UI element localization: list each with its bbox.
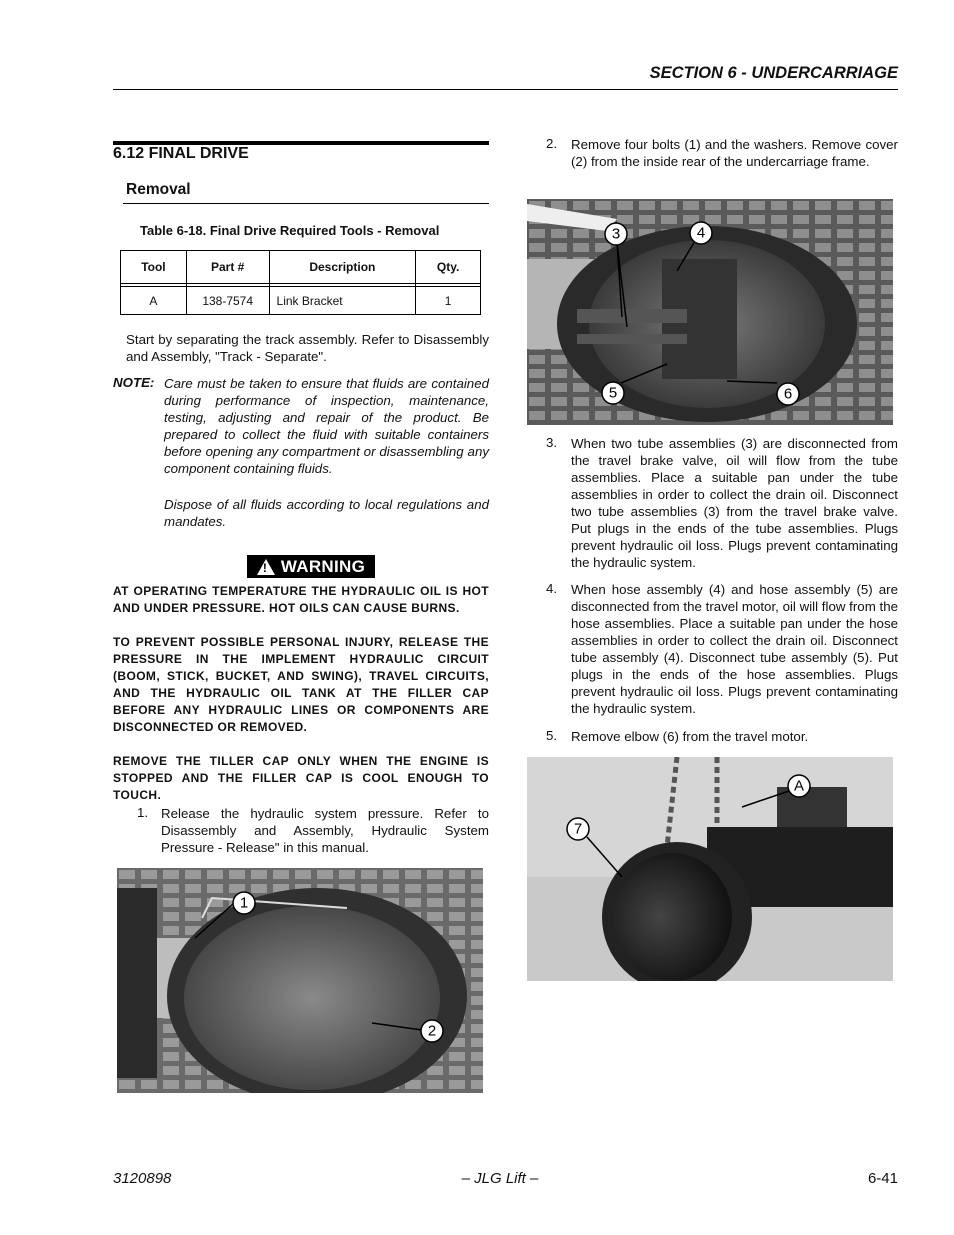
callout-label: 4 (696, 224, 706, 242)
warning-paragraph-1: AT OPERATING TEMPERATURE THE HYDRAULIC OIL IS HOT AND UNDER PRESSURE. HOT OILS CAN CAUSE BURNS. (113, 584, 489, 615)
step-number: 4. (546, 581, 558, 596)
callout-label: 6 (783, 385, 793, 403)
intro-paragraph: Start by separating the track assembly. Refer to Disassembly and Assembly, "Track - Separate". (126, 332, 489, 364)
warning-triangle-icon: ! (257, 559, 275, 575)
callout-label: 7 (573, 820, 583, 838)
warning-label: WARNING (280, 556, 366, 576)
cell-description: Link Bracket (269, 287, 416, 315)
step-text: When two tube assemblies (3) are disconnected from the travel brake valve, oil will flow from the tube assemblies. Place a suitable pan under the tube assemblies in order to collect the drain oil. Disconnect two tube assemblies (3) from the travel brake valve. Put plugs in the ends of the tube assemblies. Plugs prevent hydraulic oil loss. Plugs prevent contaminating the hydraulic system. (571, 436, 898, 570)
column-header-tool: Tool (121, 251, 187, 284)
column-header-part: Part # (186, 251, 269, 284)
callout-label: 1 (239, 894, 249, 912)
callout-label: 2 (427, 1022, 437, 1040)
callout-label: 5 (608, 384, 618, 402)
subheading-removal: Removal (126, 181, 191, 198)
cell-part: 138-7574 (186, 287, 269, 315)
photo-cover-removal (117, 868, 483, 1093)
header-rule (113, 89, 898, 90)
step-text: Release the hydraulic system pressure. Refer to Disassembly and Assembly, Hydraulic System Pressure - Release" in this manual. (161, 806, 489, 855)
footer-publisher: – JLG Lift – (461, 1170, 539, 1187)
callout-label: 3 (611, 225, 621, 243)
warning-paragraph-3: REMOVE THE TILLER CAP ONLY WHEN THE ENGINE IS STOPPED AND THE FILLER CAP IS COOL ENOUGH TO TOUCH. (113, 754, 489, 802)
section-heading: 6.12 FINAL DRIVE (113, 145, 249, 162)
step-text: When hose assembly (4) and hose assembly (5) are disconnected from the travel motor, oil will flow from the hose assemblies. Place a suitable pan under the hose assemblies in order to collect the drain oil. Disconnect tube assembly (4). Disconnect tube assembly (5). Put plugs in the ends of the hose assemblies. Plugs prevent hydraulic oil loss. Plugs prevent contaminating the hydraulic system. (571, 582, 898, 716)
cell-tool: A (121, 287, 187, 315)
column-header-qty: Qty. (416, 251, 481, 284)
photo-travel-motor-lines (527, 199, 893, 425)
footer-doc-number: 3120898 (113, 1170, 172, 1187)
step-text: Remove four bolts (1) and the washers. Remove cover (2) from the inside rear of the undercarriage frame. (571, 137, 898, 169)
required-tools-table (120, 250, 481, 315)
table-row (121, 287, 481, 315)
table-header-row (121, 251, 481, 284)
photo-final-drive-lifted (527, 757, 893, 981)
note-paragraph-1: Care must be taken to ensure that fluids are contained during performance of inspection, maintenance, testing, adjusting and repair of the product. Be prepared to collect the fluid with suitable containers before opening any compartment or disassembling any component containing fluids. (164, 376, 489, 476)
note-label: NOTE: (113, 375, 155, 390)
step-text: Remove elbow (6) from the travel motor. (571, 729, 809, 744)
warning-paragraph-2: TO PREVENT POSSIBLE PERSONAL INJURY, RELEASE THE PRESSURE IN THE IMPLEMENT HYDRAULIC CIRCUIT (BOOM, STICK, BUCKET, AND SWING), TRAVEL CIRCUITS, AND THE HYDRAULIC OIL TANK AT THE FILLER CAP BEFORE ANY HYDRAULIC LINES OR COMPONENTS ARE DISCONNECTED OR REMOVED. (113, 635, 489, 734)
note-paragraph-2: Dispose of all fluids according to local regulations and mandates. (164, 497, 489, 529)
subheading-rule (123, 203, 489, 204)
callout-label: A (793, 777, 805, 795)
step-number: 5. (546, 728, 558, 743)
step-number: 3. (546, 435, 558, 450)
step-number: 1. (137, 805, 149, 820)
footer-page-number: 6-41 (867, 1170, 898, 1187)
cell-qty: 1 (416, 287, 481, 315)
warning-banner (247, 555, 375, 578)
table-caption: Table 6-18. Final Drive Required Tools - Removal (140, 223, 440, 238)
section-header-title: SECTION 6 - UNDERCARRIAGE (649, 64, 898, 82)
column-header-description: Description (269, 251, 416, 284)
step-number: 2. (546, 136, 558, 151)
